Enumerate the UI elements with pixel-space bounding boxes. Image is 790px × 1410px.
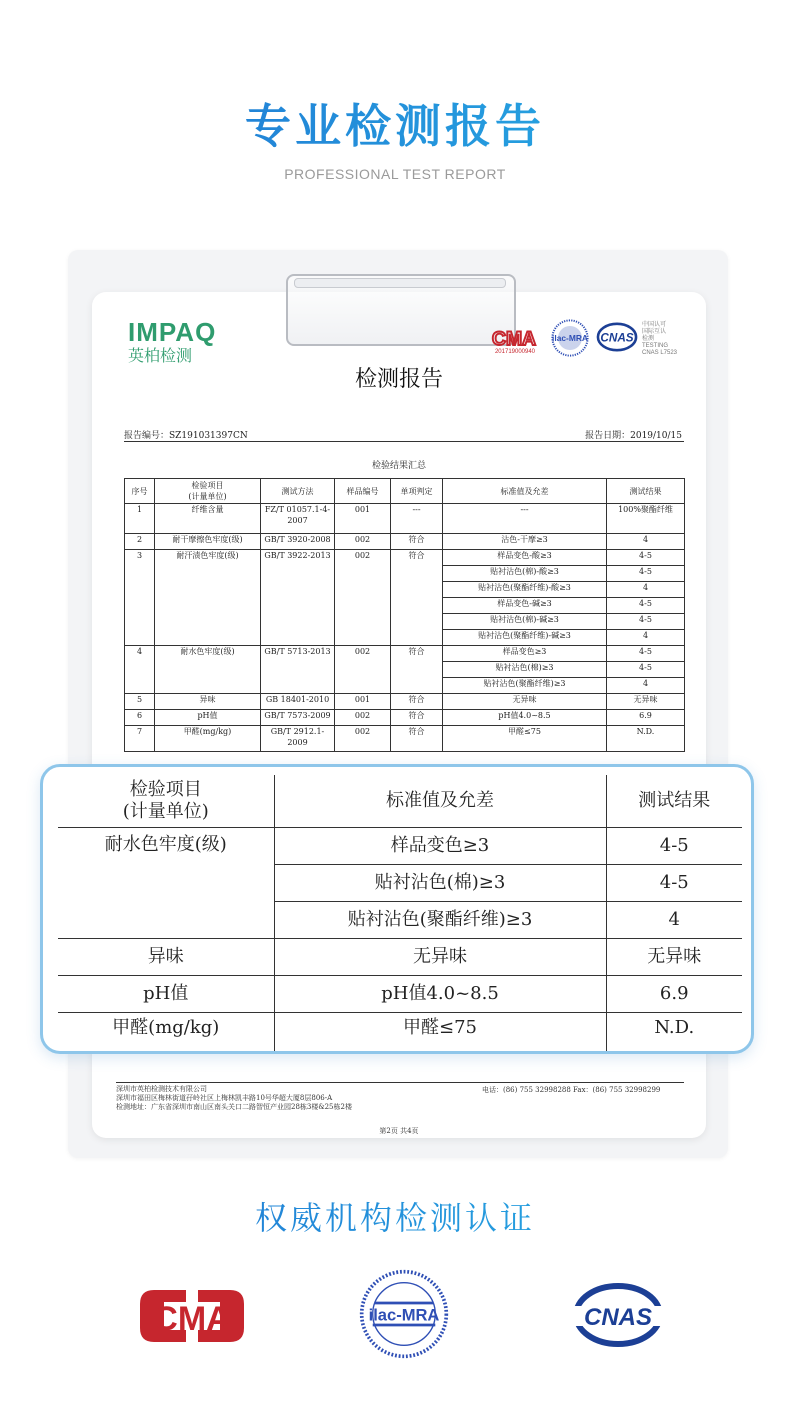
ilac-mini-text: ilac-MRA	[552, 333, 588, 344]
col-header: 单项判定	[391, 479, 443, 504]
col-header: 检验项目 (计量单位)	[155, 479, 261, 504]
table-cell: 样品变色≥3	[443, 646, 607, 662]
table-cell: 100%聚酯纤维	[607, 504, 685, 534]
table-cell: 7	[125, 726, 155, 752]
table-row	[125, 726, 685, 752]
table-cell: 002	[335, 550, 391, 646]
table-cell: 4-5	[607, 662, 685, 678]
cma-logo-text: CMA	[153, 1300, 231, 1338]
cnas-text-line: 检测	[642, 336, 655, 342]
report-title: 检测报告	[354, 367, 443, 392]
page-title: 专业检测报告	[0, 96, 790, 156]
table-cell: GB 18401-2010	[261, 694, 335, 710]
table-cell: 4	[607, 678, 685, 694]
table-cell: GB/T 2912.1-2009	[261, 726, 335, 752]
table-cell: pH值4.0~8.5	[443, 710, 607, 726]
cma-logo-icon	[132, 1284, 252, 1348]
certification-title: 权威机构检测认证	[0, 1196, 790, 1240]
table-cell: 符合	[391, 726, 443, 752]
col-header: 序号	[125, 479, 155, 504]
table-header-row	[125, 479, 685, 504]
table-cell: 异味	[155, 694, 261, 710]
table-cell: GB/T 3922-2013	[261, 550, 335, 646]
table-cell: 6.9	[607, 710, 685, 726]
cnas-text-line: CNAS L7523	[642, 350, 678, 356]
cnas-logo-icon	[570, 1280, 666, 1350]
magnified-results-table	[58, 775, 742, 1054]
col-header: 测试结果	[606, 775, 742, 828]
table-cell: 4-5	[607, 614, 685, 630]
table-row	[58, 939, 742, 976]
table-cell: 甲醛(mg/kg)	[155, 726, 261, 752]
table-cell: 4	[125, 646, 155, 694]
footer-address: 深圳市福田区梅林街道孖岭社区上梅林凯丰路10号华超大厦8层806-A	[116, 1094, 333, 1102]
table-cell: 4	[607, 582, 685, 598]
magnified-table-panel	[40, 764, 754, 1054]
cnas-accreditation-text	[642, 322, 692, 357]
table-cell: 6.9	[606, 976, 742, 1013]
table-cell: 耐水色牢度(级)	[155, 646, 261, 694]
table-cell: 002	[335, 534, 391, 550]
cma-mini-text: CMA	[491, 328, 537, 350]
table-cell: 贴衬沾色(棉)≥3	[443, 662, 607, 678]
table-row	[125, 534, 685, 550]
report-number: 报告编号：SZ191031397CN	[124, 431, 248, 441]
ilac-mini-icon	[550, 318, 590, 358]
table-row	[125, 504, 685, 534]
footer-divider	[116, 1082, 684, 1083]
table-cell: pH值	[58, 976, 274, 1013]
table-cell: 1	[125, 504, 155, 534]
table-cell: 4-5	[606, 865, 742, 902]
impaq-logo-text: IMPAQ	[128, 317, 217, 347]
table-cell: 沾色-干摩≥3	[443, 534, 607, 550]
page-subtitle: PROFESSIONAL TEST REPORT	[284, 166, 506, 182]
col-header: 测试结果	[607, 479, 685, 504]
cnas-logo-text: CNAS	[583, 1304, 653, 1331]
table-cell: 002	[335, 646, 391, 694]
table-cell: 贴衬沾色(聚酯纤维)-酸≥3	[443, 582, 607, 598]
table-cell: 贴衬沾色(棉)≥3	[274, 865, 606, 902]
table-cell: 符合	[391, 646, 443, 694]
table-cell: 甲醛≤75	[443, 726, 607, 752]
table-cell: ---	[443, 504, 607, 534]
cnas-text-line: 中国认可	[642, 322, 667, 328]
table-cell: FZ/T 01057.1-4-2007	[261, 504, 335, 534]
table-cell: 2	[125, 534, 155, 550]
table-cell: 4-5	[607, 646, 685, 662]
col-header: 测试方法	[261, 479, 335, 504]
impaq-logo-cn: 英柏检测	[128, 346, 193, 365]
table-cell: GB/T 3920-2008	[261, 534, 335, 550]
table-cell: GB/T 7573-2009	[261, 710, 335, 726]
table-cell: 无异味	[607, 694, 685, 710]
table-cell: 无异味	[606, 939, 742, 976]
table-cell: 002	[335, 726, 391, 752]
table-cell: 纤维含量	[155, 504, 261, 534]
report-date: 报告日期：2019/10/15	[585, 431, 682, 441]
table-cell: 耐水色牢度(级)	[58, 828, 274, 939]
table-cell: 贴衬沾色(聚酯纤维)-碱≥3	[443, 630, 607, 646]
col-header: 检验项目 (计量单位)	[58, 775, 274, 828]
clipboard-clip-bar	[294, 278, 506, 288]
table-cell: 4-5	[606, 828, 742, 865]
table-cell: 4-5	[607, 598, 685, 614]
header-divider	[124, 441, 684, 442]
results-table	[124, 478, 685, 752]
table-cell: 符合	[391, 534, 443, 550]
table-row	[58, 976, 742, 1013]
table-cell: GB/T 5713-2013	[261, 646, 335, 694]
table-row	[125, 550, 685, 566]
table-cell: 耐干摩擦色牢度(级)	[155, 534, 261, 550]
table-cell: N.D.	[607, 726, 685, 752]
table-cell: 异味	[58, 939, 274, 976]
table-cell: pH值4.0~8.5	[274, 976, 606, 1013]
footer-phone: 电话：(86) 755 32998288 Fax：(86) 755 32998299	[482, 1086, 661, 1094]
table-cell: 符合	[391, 694, 443, 710]
table-row	[58, 828, 742, 865]
table-cell: 002	[335, 710, 391, 726]
footer-lab-address: 检测地址：广东省深圳市南山区南头关口二路智恒产业园28栋3楼&25栋2楼	[116, 1103, 352, 1111]
table-cell: 甲醛≤75	[274, 1013, 606, 1055]
table-cell: N.D.	[606, 1013, 742, 1055]
table-cell: 4-5	[607, 550, 685, 566]
table-cell: 贴衬沾色(棉)-酸≥3	[443, 566, 607, 582]
cnas-text-line: 国际互认	[642, 329, 667, 335]
table-cell: 4	[607, 534, 685, 550]
table-cell: 样品变色-酸≥3	[443, 550, 607, 566]
table-row	[125, 710, 685, 726]
table-row	[125, 646, 685, 662]
table-cell: 无异味	[443, 694, 607, 710]
ilac-mra-logo-icon	[358, 1268, 450, 1360]
table-cell: 耐汗渍色牢度(级)	[155, 550, 261, 646]
table-cell: 4-5	[607, 566, 685, 582]
table-cell: 6	[125, 710, 155, 726]
col-header: 标准值及允差	[443, 479, 607, 504]
table-cell: 5	[125, 694, 155, 710]
table-cell: 001	[335, 694, 391, 710]
footer-company: 深圳市英柏检测技术有限公司	[116, 1085, 207, 1093]
summary-title: 检验结果汇总	[371, 461, 426, 471]
table-cell: 样品变色-碱≥3	[443, 598, 607, 614]
col-header: 样品编号	[335, 479, 391, 504]
table-cell: 3	[125, 550, 155, 646]
ilac-logo-text: ilac-MRA	[368, 1305, 440, 1325]
table-cell: 贴衬沾色(棉)-碱≥3	[443, 614, 607, 630]
table-row	[125, 694, 685, 710]
table-cell: 甲醛(mg/kg)	[58, 1013, 274, 1055]
table-cell: 符合	[391, 710, 443, 726]
table-cell: 无异味	[274, 939, 606, 976]
page-number: 第2页 共4页	[379, 1127, 419, 1135]
table-cell: 贴衬沾色(聚酯纤维)≥3	[443, 678, 607, 694]
table-cell: 符合	[391, 550, 443, 646]
table-cell: ---	[391, 504, 443, 534]
col-header: 标准值及允差	[274, 775, 606, 828]
cma-number: 201719000940	[494, 349, 536, 355]
table-cell: 4	[607, 630, 685, 646]
table-cell: pH值	[155, 710, 261, 726]
table-cell: 4	[606, 902, 742, 939]
table-cell: 贴衬沾色(聚酯纤维)≥3	[274, 902, 606, 939]
cnas-text-line: TESTING	[642, 343, 669, 349]
table-row	[58, 1013, 742, 1055]
cnas-mini-icon	[595, 320, 639, 354]
table-cell: 样品变色≥3	[274, 828, 606, 865]
table-header-row	[58, 775, 742, 828]
table-cell: 001	[335, 504, 391, 534]
cnas-mini-text: CNAS	[600, 331, 634, 345]
